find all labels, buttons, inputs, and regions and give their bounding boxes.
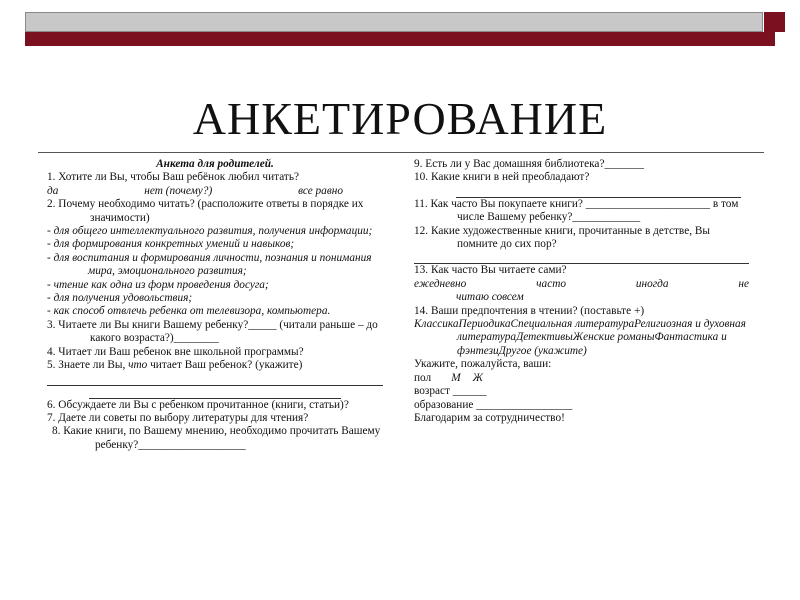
question-5-start: 5. Знаете ли Вы, <box>47 359 129 372</box>
question-9: 9. Есть ли у Вас домашняя библиотека?_______ <box>414 158 644 170</box>
answer-2-2: - для формирования конкретных умений и навыков; <box>47 238 295 251</box>
thanks-text: Благодарим за сотрудничество! <box>414 411 565 424</box>
sex-label: пол <box>414 371 432 384</box>
option-not: не <box>738 277 749 290</box>
question-14-genres: КлассикаПериодикаСпециальная литератураРелигиозная и духовная литератураДетективыЖенские романыФантастика и фэнтезиДругое (укажите) <box>414 318 746 357</box>
question-2: 2. Почему необходимо читать? (расположите ответы в порядке их значимости) <box>47 198 364 224</box>
question-3: 3. Читаете ли Вы книги Вашему ребенку?_____ (читали раньше – до какого возраста?)________ <box>47 318 378 345</box>
title-divider <box>38 152 764 153</box>
questionnaire-heading: Анкета для родителей. <box>156 158 274 170</box>
answer-line-5a <box>47 373 383 386</box>
header-red-bar <box>25 32 775 46</box>
question-5-end: читает Ваш ребенок? (укажите) <box>147 359 303 372</box>
header-gray-bar <box>25 12 763 32</box>
education-field: образование _________________ <box>414 398 573 411</box>
question-13: 13. Как часто Вы читаете сами? <box>414 264 567 277</box>
question-11: 11. Как часто Вы покупаете книги? ______________________ в том числе Вашему ребенку?____________ <box>414 197 739 224</box>
question-8: 8. Какие книги, по Вашему мнению, необходимо прочитать Вашему ребенку?___________________ <box>52 425 381 451</box>
sex-female: Ж <box>472 371 483 384</box>
slide-title: АНКЕТИРОВАНИЕ <box>192 93 608 144</box>
answer-2-5: - для получения удовольствия; <box>47 292 193 305</box>
question-13-options <box>414 278 749 291</box>
sex-row <box>414 372 749 385</box>
answer-2-3: - для воспитания и формирования личности, познания и понимания мира, эмоционального развития; <box>47 251 372 278</box>
question-1: 1. Хотите ли Вы, чтобы Ваш ребёнок любил читать? <box>47 171 300 184</box>
answer-line-10 <box>456 185 741 198</box>
left-column <box>47 158 383 452</box>
question-4: 4. Читает ли Ваш ребенок вне школьной программы? <box>47 345 304 358</box>
option-often: часто <box>536 277 567 290</box>
question-6: 6. Обсуждаете ли Вы с ребенком прочитанное (книги, статьи)? <box>47 398 349 411</box>
question-7: 7. Даете ли советы по выбору литературы для чтения? <box>47 411 309 424</box>
option-sometimes: иногда <box>635 277 669 290</box>
question-14: 14. Ваши предпочтения в чтении? (поставьте +) <box>414 304 645 317</box>
sex-male: М <box>451 371 461 384</box>
answer-2-1: - для общего интеллектуального развития, получения информации; <box>47 225 373 238</box>
answer-2-6: - как способ отвлечь ребенка от телевизора, компьютера. <box>47 305 331 318</box>
answer-line-12 <box>414 251 749 264</box>
answer-line-5b <box>89 386 341 399</box>
question-5-emphasis: что <box>128 359 148 372</box>
answer-2-4: - чтение как одна из форм проведения досуга; <box>47 278 269 291</box>
right-column <box>414 158 749 425</box>
question-10: 10. Какие книги в ней преобладают? <box>414 171 590 184</box>
option-daily: ежедневно <box>414 277 467 290</box>
question-12: 12. Какие художественные книги, прочитанные в детстве, Вы помните до сих пор? <box>414 224 710 251</box>
option-yes: да <box>47 184 59 197</box>
option-indifferent: все равно <box>298 184 343 197</box>
question-1-options <box>47 185 383 198</box>
question-5 <box>47 359 383 372</box>
header-corner-square <box>764 12 785 32</box>
option-never-continuation: читаю совсем <box>456 291 524 304</box>
option-no: нет (почему?) <box>144 184 213 197</box>
specify-prompt: Укажите, пожалуйста, ваши: <box>414 358 552 371</box>
age-field: возраст ______ <box>414 385 487 398</box>
